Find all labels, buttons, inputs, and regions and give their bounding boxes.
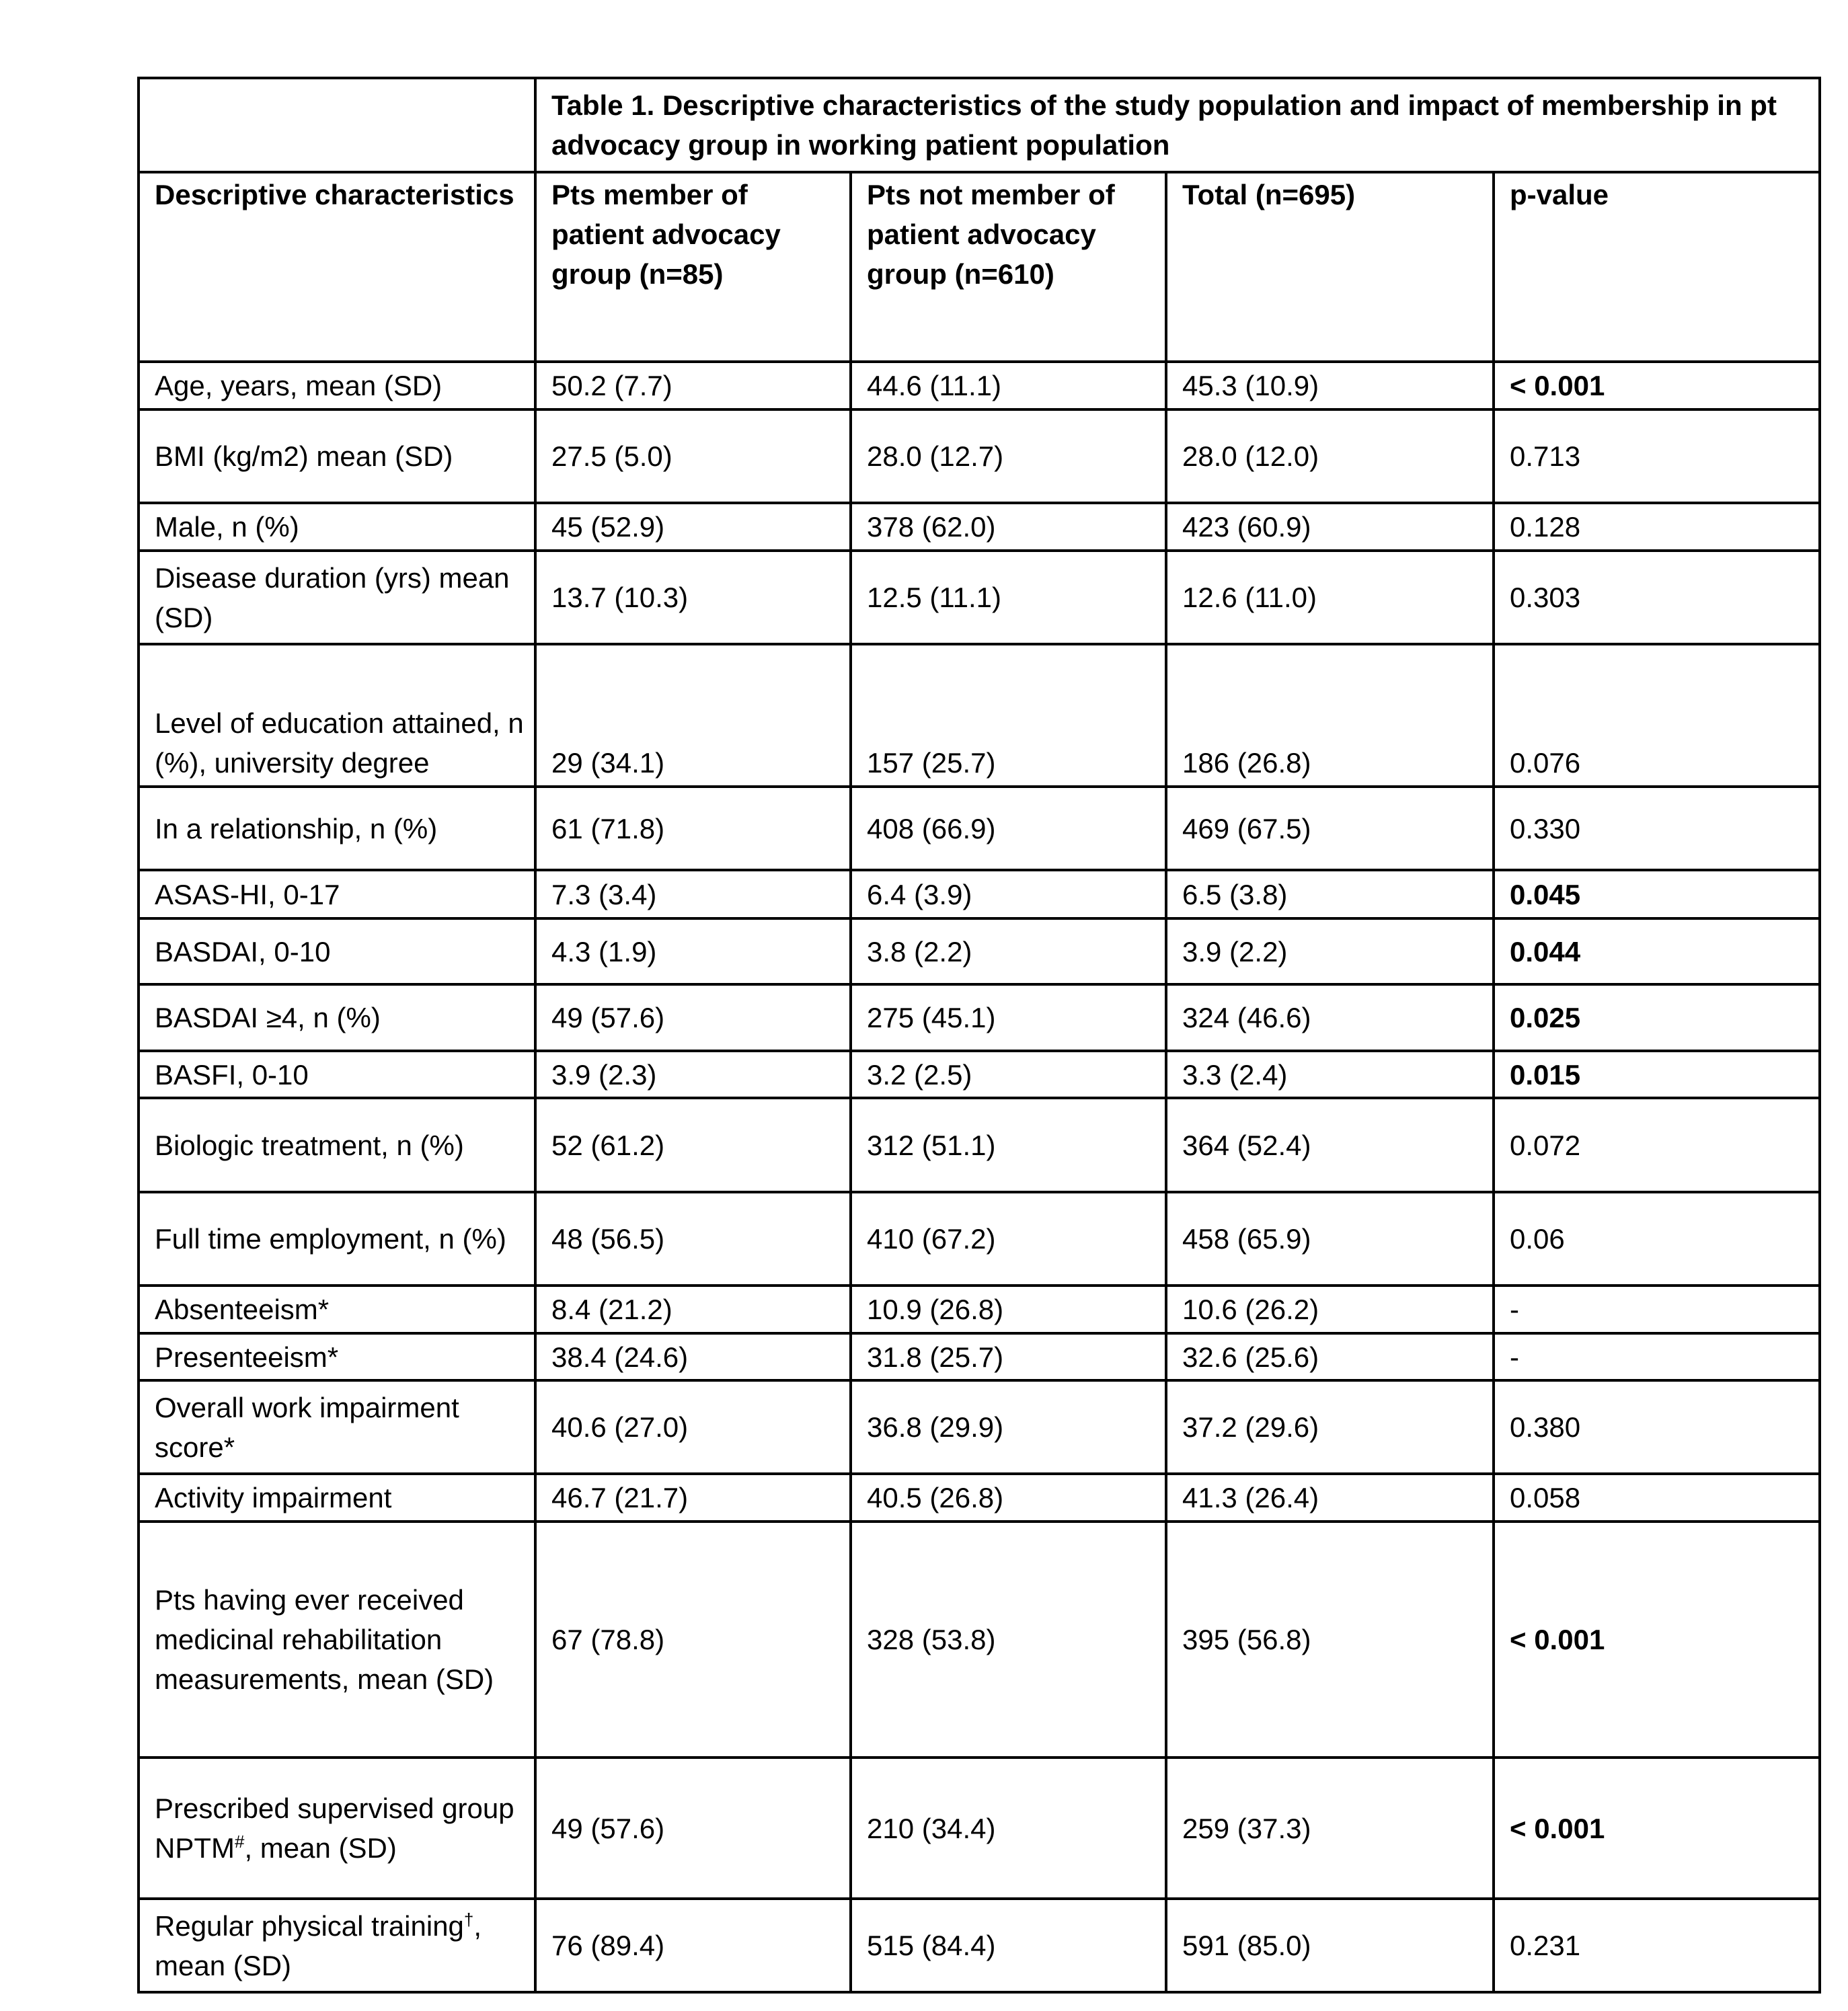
footnote-marker: † — [463, 1909, 474, 1930]
cell-non-member: 44.6 (11.1) — [851, 362, 1166, 409]
cell-total: 3.3 (2.4) — [1166, 1051, 1494, 1098]
row-label-text: In a relationship, n (%) — [155, 812, 438, 844]
cell-member: 45 (52.9) — [535, 503, 851, 551]
row-label — [139, 1051, 535, 1098]
row-label — [139, 984, 535, 1051]
row-label — [139, 1899, 535, 1992]
cell-total: 41.3 (26.4) — [1166, 1474, 1494, 1522]
row-label-text: Absenteeism* — [155, 1294, 330, 1325]
header-p-value: p-value — [1494, 172, 1820, 362]
cell-p-value: - — [1494, 1333, 1820, 1380]
cell-total: 458 (65.9) — [1166, 1192, 1494, 1286]
cell-member: 13.7 (10.3) — [535, 551, 851, 644]
table-title: Table 1. Descriptive characteristics of the study population and impact of membership in pt advocacy group in working patient population — [535, 78, 1820, 172]
cell-member: 4.3 (1.9) — [535, 918, 851, 984]
cell-non-member: 40.5 (26.8) — [851, 1474, 1166, 1522]
cell-non-member: 408 (66.9) — [851, 787, 1166, 870]
cell-total: 364 (52.4) — [1166, 1098, 1494, 1192]
cell-non-member: 328 (53.8) — [851, 1522, 1166, 1758]
cell-p-value: 0.015 — [1494, 1051, 1820, 1098]
row-label — [139, 1333, 535, 1380]
row-label — [139, 551, 535, 644]
row-label — [139, 870, 535, 918]
cell-non-member: 157 (25.7) — [851, 644, 1166, 787]
cell-total: 28.0 (12.0) — [1166, 409, 1494, 503]
row-label-text: BMI (kg/m2) mean (SD) — [155, 440, 453, 472]
cell-total: 32.6 (25.6) — [1166, 1333, 1494, 1380]
cell-p-value: 0.045 — [1494, 870, 1820, 918]
table-row — [139, 984, 1820, 1051]
cell-member: 61 (71.8) — [535, 787, 851, 870]
table-row — [139, 870, 1820, 918]
cell-total: 3.9 (2.2) — [1166, 918, 1494, 984]
row-label-text: Male, n (%) — [155, 511, 299, 543]
row-label — [139, 362, 535, 409]
cell-non-member: 3.2 (2.5) — [851, 1051, 1166, 1098]
table-row — [139, 1286, 1820, 1333]
cell-total: 37.2 (29.6) — [1166, 1380, 1494, 1474]
row-label — [139, 503, 535, 551]
cell-p-value: 0.713 — [1494, 409, 1820, 503]
header-total: Total (n=695) — [1166, 172, 1494, 362]
cell-member: 49 (57.6) — [535, 984, 851, 1051]
cell-non-member: 275 (45.1) — [851, 984, 1166, 1051]
table-row — [139, 409, 1820, 503]
cell-member: 76 (89.4) — [535, 1899, 851, 1992]
title-row — [139, 78, 1820, 172]
cell-non-member: 6.4 (3.9) — [851, 870, 1166, 918]
cell-p-value: < 0.001 — [1494, 1758, 1820, 1899]
row-label-text: Biologic treatment, n (%) — [155, 1129, 464, 1161]
table-row — [139, 1192, 1820, 1286]
row-label-text: Disease duration (yrs) mean (SD) — [155, 561, 510, 633]
cell-p-value: 0.025 — [1494, 984, 1820, 1051]
cell-member: 52 (61.2) — [535, 1098, 851, 1192]
row-label — [139, 1380, 535, 1474]
row-label — [139, 1474, 535, 1522]
row-label-suffix: , mean (SD) — [155, 1909, 482, 1981]
table-row — [139, 918, 1820, 984]
cell-non-member: 10.9 (26.8) — [851, 1286, 1166, 1333]
row-label-text: ASAS-HI, 0-17 — [155, 878, 340, 910]
table-row — [139, 1758, 1820, 1899]
cell-total: 45.3 (10.9) — [1166, 362, 1494, 409]
cell-non-member: 378 (62.0) — [851, 503, 1166, 551]
row-label-text: Activity impairment — [155, 1482, 392, 1513]
cell-non-member: 3.8 (2.2) — [851, 918, 1166, 984]
footnote-marker: # — [235, 1831, 245, 1852]
cell-p-value: 0.380 — [1494, 1380, 1820, 1474]
cell-total: 6.5 (3.8) — [1166, 870, 1494, 918]
row-label-text: Age, years, mean (SD) — [155, 370, 442, 401]
cell-p-value: 0.330 — [1494, 787, 1820, 870]
cell-total: 395 (56.8) — [1166, 1522, 1494, 1758]
cell-total: 259 (37.3) — [1166, 1758, 1494, 1899]
table-row — [139, 644, 1820, 787]
cell-p-value: 0.076 — [1494, 644, 1820, 787]
table-row — [139, 787, 1820, 870]
table-row — [139, 1474, 1820, 1522]
table-row — [139, 1899, 1820, 1992]
cell-total: 423 (60.9) — [1166, 503, 1494, 551]
cell-member: 8.4 (21.2) — [535, 1286, 851, 1333]
cell-p-value: 0.072 — [1494, 1098, 1820, 1192]
header-characteristic: Descriptive characteristics — [139, 172, 535, 362]
row-label-text: Regular physical training — [155, 1909, 464, 1942]
table-row — [139, 1380, 1820, 1474]
cell-non-member: 36.8 (29.9) — [851, 1380, 1166, 1474]
cell-p-value: 0.128 — [1494, 503, 1820, 551]
cell-member: 7.3 (3.4) — [535, 870, 851, 918]
header-row — [139, 172, 1820, 362]
cell-non-member: 210 (34.4) — [851, 1758, 1166, 1899]
cell-p-value: - — [1494, 1286, 1820, 1333]
empty-corner-cell — [139, 78, 535, 172]
cell-member: 29 (34.1) — [535, 644, 851, 787]
row-label-text: Pts having ever received medicinal rehabilitation measurements, mean (SD) — [155, 1584, 494, 1695]
cell-total: 186 (26.8) — [1166, 644, 1494, 787]
cell-non-member: 515 (84.4) — [851, 1899, 1166, 1992]
cell-p-value: 0.058 — [1494, 1474, 1820, 1522]
row-label — [139, 1286, 535, 1333]
cell-p-value: 0.231 — [1494, 1899, 1820, 1992]
table-row — [139, 551, 1820, 644]
header-non-member: Pts not member of patient advocacy group (n=610) — [851, 172, 1166, 362]
row-label — [139, 1098, 535, 1192]
row-label — [139, 409, 535, 503]
descriptive-characteristics-table — [137, 77, 1821, 1994]
cell-non-member: 12.5 (11.1) — [851, 551, 1166, 644]
cell-member: 3.9 (2.3) — [535, 1051, 851, 1098]
cell-total: 10.6 (26.2) — [1166, 1286, 1494, 1333]
row-label — [139, 787, 535, 870]
row-label-text: Prescribed supervised group NPTM — [155, 1792, 514, 1864]
cell-total: 12.6 (11.0) — [1166, 551, 1494, 644]
cell-p-value: 0.303 — [1494, 551, 1820, 644]
cell-p-value: 0.06 — [1494, 1192, 1820, 1286]
row-label-text: Presenteeism* — [155, 1341, 339, 1373]
row-label-text: BASDAI, 0-10 — [155, 935, 331, 968]
row-label-text: Level of education attained, n (%), university degree — [155, 707, 524, 779]
row-label — [139, 1758, 535, 1899]
cell-member: 40.6 (27.0) — [535, 1380, 851, 1474]
table-row — [139, 503, 1820, 551]
table-row — [139, 1522, 1820, 1758]
row-label — [139, 1192, 535, 1286]
table-row — [139, 362, 1820, 409]
row-label-suffix: , mean (SD) — [244, 1832, 397, 1864]
cell-member: 46.7 (21.7) — [535, 1474, 851, 1522]
table-row — [139, 1051, 1820, 1098]
row-label — [139, 644, 535, 787]
header-member: Pts member of patient advocacy group (n=85) — [535, 172, 851, 362]
table-row — [139, 1333, 1820, 1380]
row-label-text: BASFI, 0-10 — [155, 1058, 309, 1091]
cell-member: 49 (57.6) — [535, 1758, 851, 1899]
table-row — [139, 1098, 1820, 1192]
cell-total: 469 (67.5) — [1166, 787, 1494, 870]
cell-total: 324 (46.6) — [1166, 984, 1494, 1051]
cell-member: 38.4 (24.6) — [535, 1333, 851, 1380]
cell-non-member: 31.8 (25.7) — [851, 1333, 1166, 1380]
row-label — [139, 918, 535, 984]
cell-member: 48 (56.5) — [535, 1192, 851, 1286]
cell-p-value: < 0.001 — [1494, 362, 1820, 409]
cell-total: 591 (85.0) — [1166, 1899, 1494, 1992]
row-label — [139, 1522, 535, 1758]
row-label-text: BASDAI ≥4, n (%) — [155, 1002, 381, 1033]
cell-p-value: 0.044 — [1494, 918, 1820, 984]
cell-non-member: 28.0 (12.7) — [851, 409, 1166, 503]
row-label-text: Full time employment, n (%) — [155, 1223, 506, 1255]
cell-member: 27.5 (5.0) — [535, 409, 851, 503]
cell-member: 50.2 (7.7) — [535, 362, 851, 409]
cell-non-member: 410 (67.2) — [851, 1192, 1166, 1286]
cell-member: 67 (78.8) — [535, 1522, 851, 1758]
row-label-text: Overall work impairment score* — [155, 1391, 459, 1463]
cell-non-member: 312 (51.1) — [851, 1098, 1166, 1192]
cell-p-value: < 0.001 — [1494, 1522, 1820, 1758]
